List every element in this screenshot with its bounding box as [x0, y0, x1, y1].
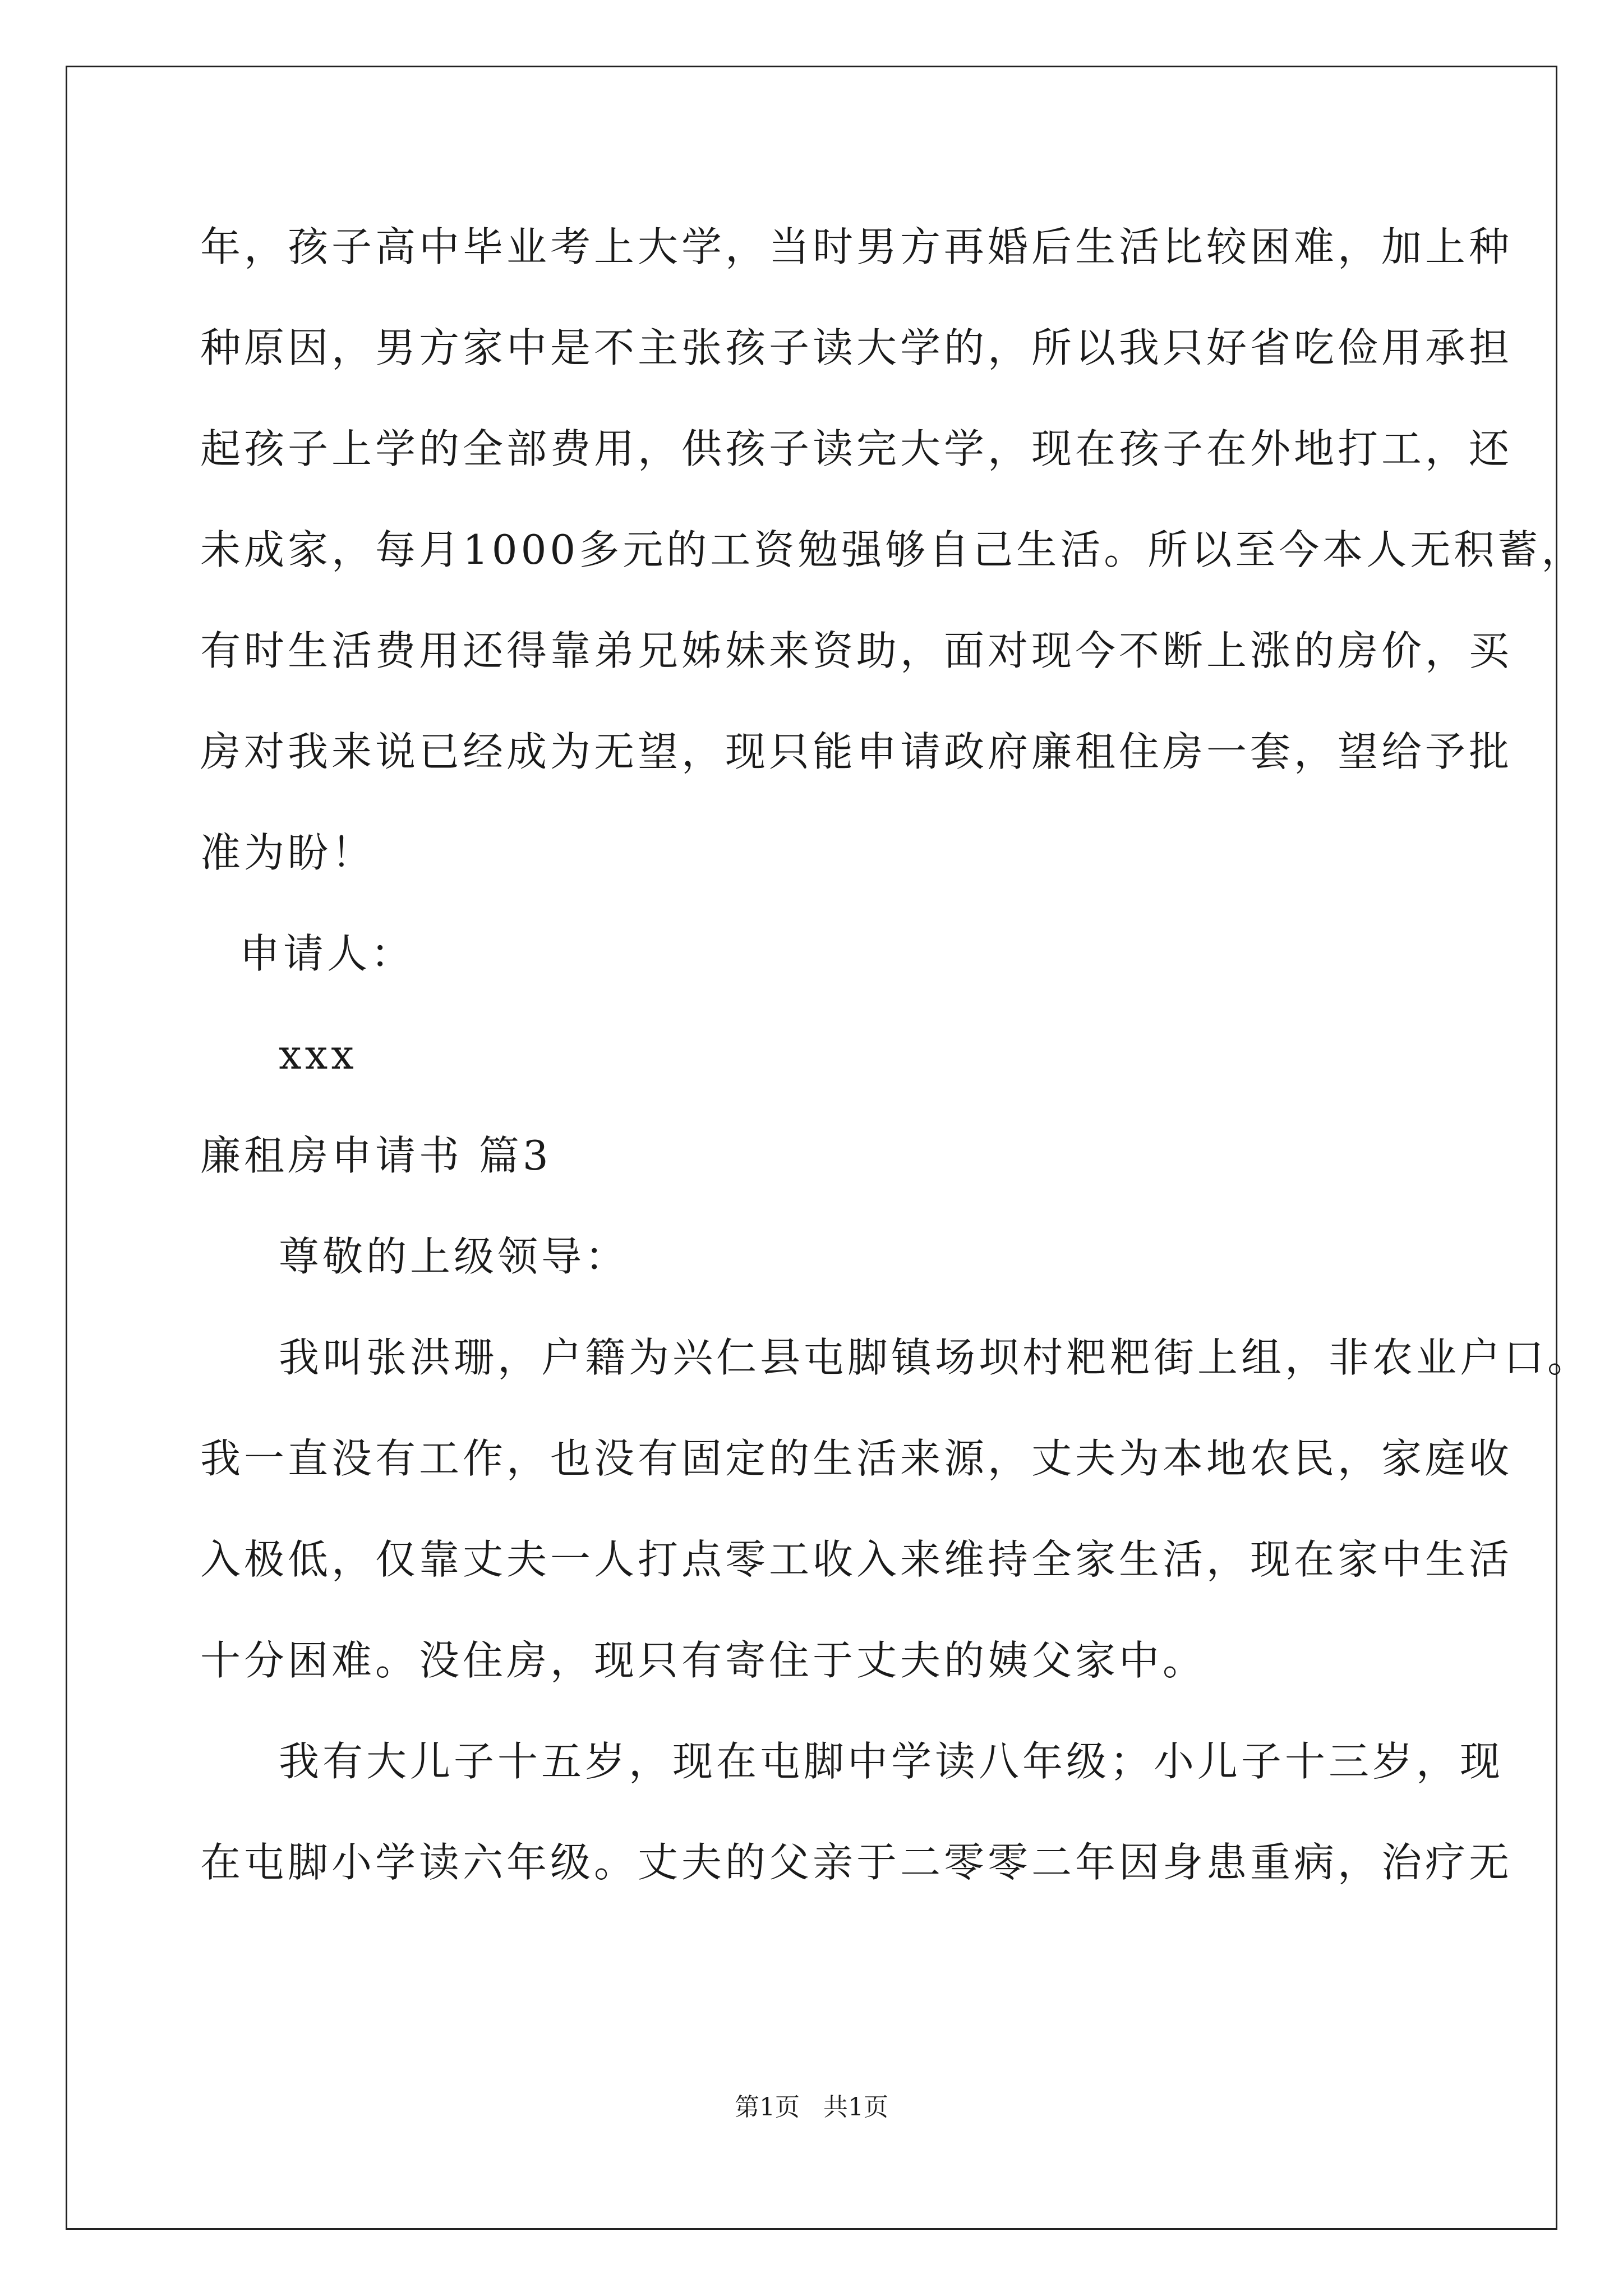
body-line: 在屯脚小学读六年级。丈夫的父亲于二零零二年因身患重病，治疗无 [200, 1839, 1513, 1886]
body-line: 我一直没有工作，也没有固定的生活来源，丈夫为本地农民，家庭收 [200, 1435, 1513, 1482]
body-line: 我有大儿子十五岁，现在屯脚中学读八年级；小儿子十三岁，现 [279, 1738, 1504, 1785]
body-line: 十分困难。没住房，现只有寄住于丈夫的姨父家中。 [200, 1637, 1207, 1684]
body-line: 我叫张洪珊，户籍为兴仁县屯脚镇场坝村粑粑街上组，非农业户口。 [279, 1334, 1592, 1381]
page-footer [0, 2091, 1623, 2124]
page-total: 共1页 [823, 2093, 888, 2122]
body-line: 有时生活费用还得靠弟兄姊妹来资助，面对现今不断上涨的房价，买 [200, 627, 1513, 674]
body-line: 未成家，每月1000多元的工资勉强够自己生活。所以至今本人无积蓄， [200, 526, 1585, 573]
body-line: 准为盼！ [200, 829, 376, 876]
applicant-name: xxx [279, 1031, 357, 1078]
body-line: 起孩子上学的全部费用，供孩子读完大学，现在孩子在外地打工，还 [200, 425, 1513, 472]
page-number: 第1页 [735, 2093, 800, 2122]
body-line: 种原因，男方家中是不主张孩子读大学的，所以我只好省吃俭用承担 [200, 324, 1513, 371]
applicant-label: 申请人： [239, 930, 415, 977]
section-heading: 廉租房申请书 篇3 [200, 1132, 552, 1179]
body-line: 入极低，仅靠丈夫一人打点零工收入来维持全家生活，现在家中生活 [200, 1536, 1513, 1583]
body-line: 房对我来说已经成为无望，现只能申请政府廉租住房一套，望给予批 [200, 728, 1513, 775]
salutation: 尊敬的上级领导： [279, 1233, 629, 1280]
body-line: 年，孩子高中毕业考上大学，当时男方再婚后生活比较困难，加上种 [200, 223, 1513, 270]
